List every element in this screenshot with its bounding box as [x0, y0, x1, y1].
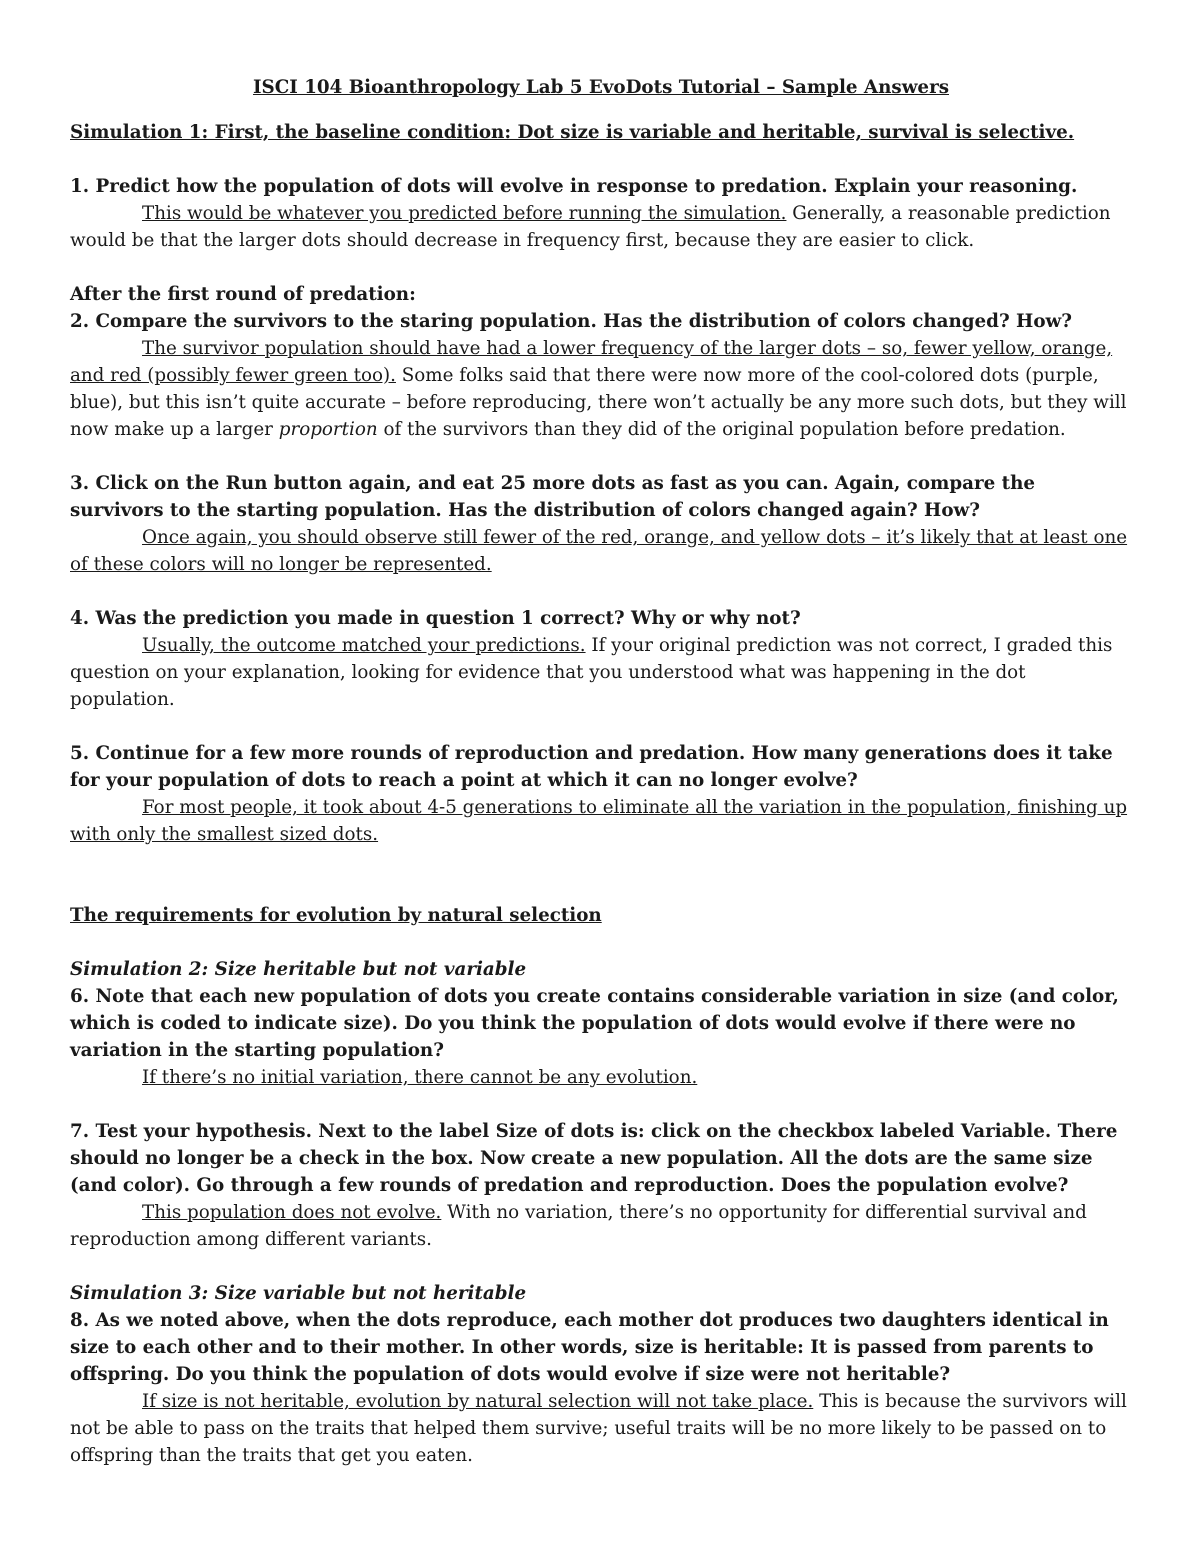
simulation-3-heading: Simulation 3: Size variable but not heritable — [70, 1283, 527, 1304]
answer-1 — [70, 200, 1132, 254]
answer-8-underlined: If size is not heritable, evolution by natural selection will not take place. — [142, 1391, 814, 1412]
question-5: 5. Continue for a few more rounds of reproduction and predation. How many generations does it take for your population of dots to reach a point at which it can no longer evolve? — [70, 743, 1113, 791]
document-page — [70, 74, 1132, 1469]
question-1: 1. Predict how the population of dots will evolve in response to predation. Explain your reasoning. — [70, 176, 1078, 197]
answer-6-underlined: If there’s no initial variation, there cannot be any evolution. — [142, 1067, 698, 1088]
answer-4-text: If your original prediction was not correct, I graded this question on your explanation, looking for evidence that you understood what was happening in the dot population. — [70, 635, 1113, 710]
answer-3-underlined: Once again, you should observe still fewer of the red, orange, and yellow dots – it’s likely that at least one of these colors will no longer be represented. — [70, 527, 1128, 575]
question-6: 6. Note that each new population of dots you create contains considerable variation in size (and color, which is coded to indicate size). Do you think the population of dots would evolve if there were no variation in the starting population? — [70, 986, 1119, 1061]
answer-8 — [70, 1388, 1132, 1469]
answer-2-italic: proportion — [278, 419, 378, 440]
answer-3 — [70, 524, 1132, 578]
answer-7-underlined: This population does not evolve. — [142, 1202, 442, 1223]
answer-2 — [70, 335, 1132, 443]
question-7: 7. Test your hypothesis. Next to the label Size of dots is: click on the checkbox labeled Variable. There should no longer be a check in the box. Now create a new population. All the dots are the same size (and color). Go through a few rounds of predation and reproduction. Does the population evolve? — [70, 1121, 1118, 1196]
answer-2-text-b: of the survivors than they did of the original population before predation. — [383, 419, 1066, 440]
question-4: 4. Was the prediction you made in question 1 correct? Why or why not? — [70, 608, 801, 629]
simulation-1-heading: Simulation 1: First, the baseline condition: Dot size is variable and heritable, survival is selective. — [70, 122, 1075, 143]
question-3: 3. Click on the Run button again, and eat 25 more dots as fast as you can. Again, compare the survivors to the starting population. Has the distribution of colors changed again? How? — [70, 473, 1035, 521]
answer-6 — [70, 1064, 1132, 1091]
document-title: ISCI 104 Bioanthropology Lab 5 EvoDots Tutorial – Sample Answers — [252, 77, 949, 98]
after-first-round-label: After the first round of predation: — [70, 284, 416, 305]
answer-5-underlined: For most people, it took about 4-5 generations to eliminate all the variation in the population, finishing up with only the smallest sized dots. — [70, 797, 1128, 845]
answer-4 — [70, 632, 1132, 713]
answer-8-text: This is because the survivors will not be able to pass on the traits that helped them survive; useful traits will be no more likely to be passed on to offspring than the traits that get you eaten. — [70, 1391, 1127, 1466]
simulation-2-heading: Simulation 2: Size heritable but not variable — [70, 959, 527, 980]
question-2: 2. Compare the survivors to the staring population. Has the distribution of colors changed? How? — [70, 311, 1072, 332]
answer-2-underlined: The survivor population should have had a lower frequency of the larger dots – so, fewer yellow, orange, and red (possibly fewer green too). — [70, 338, 1113, 386]
answer-7 — [70, 1199, 1132, 1253]
answer-2-text-a: Some folks said that there were now more of the cool-colored dots (purple, blue), but this isn’t quite accurate – before reproducing, there won’t actually be any more such dots, but they will now make up a larger — [70, 365, 1127, 440]
answer-5 — [70, 794, 1132, 848]
requirements-heading: The requirements for evolution by natural selection — [70, 905, 602, 926]
answer-1-text: Generally, a reasonable prediction would be that the larger dots should decrease in frequency first, because they are easier to click. — [70, 203, 1111, 251]
question-8: 8. As we noted above, when the dots reproduce, each mother dot produces two daughters identical in size to each other and to their mother. In other words, size is heritable: It is passed from parents to offspring. Do you think the population of dots would evolve if size were not heritable? — [70, 1310, 1109, 1385]
answer-4-underlined: Usually, the outcome matched your predictions. — [142, 635, 586, 656]
answer-1-underlined: This would be whatever you predicted before running the simulation. — [142, 203, 787, 224]
answer-7-text: With no variation, there’s no opportunity for differential survival and reproduction among different variants. — [70, 1202, 1087, 1250]
